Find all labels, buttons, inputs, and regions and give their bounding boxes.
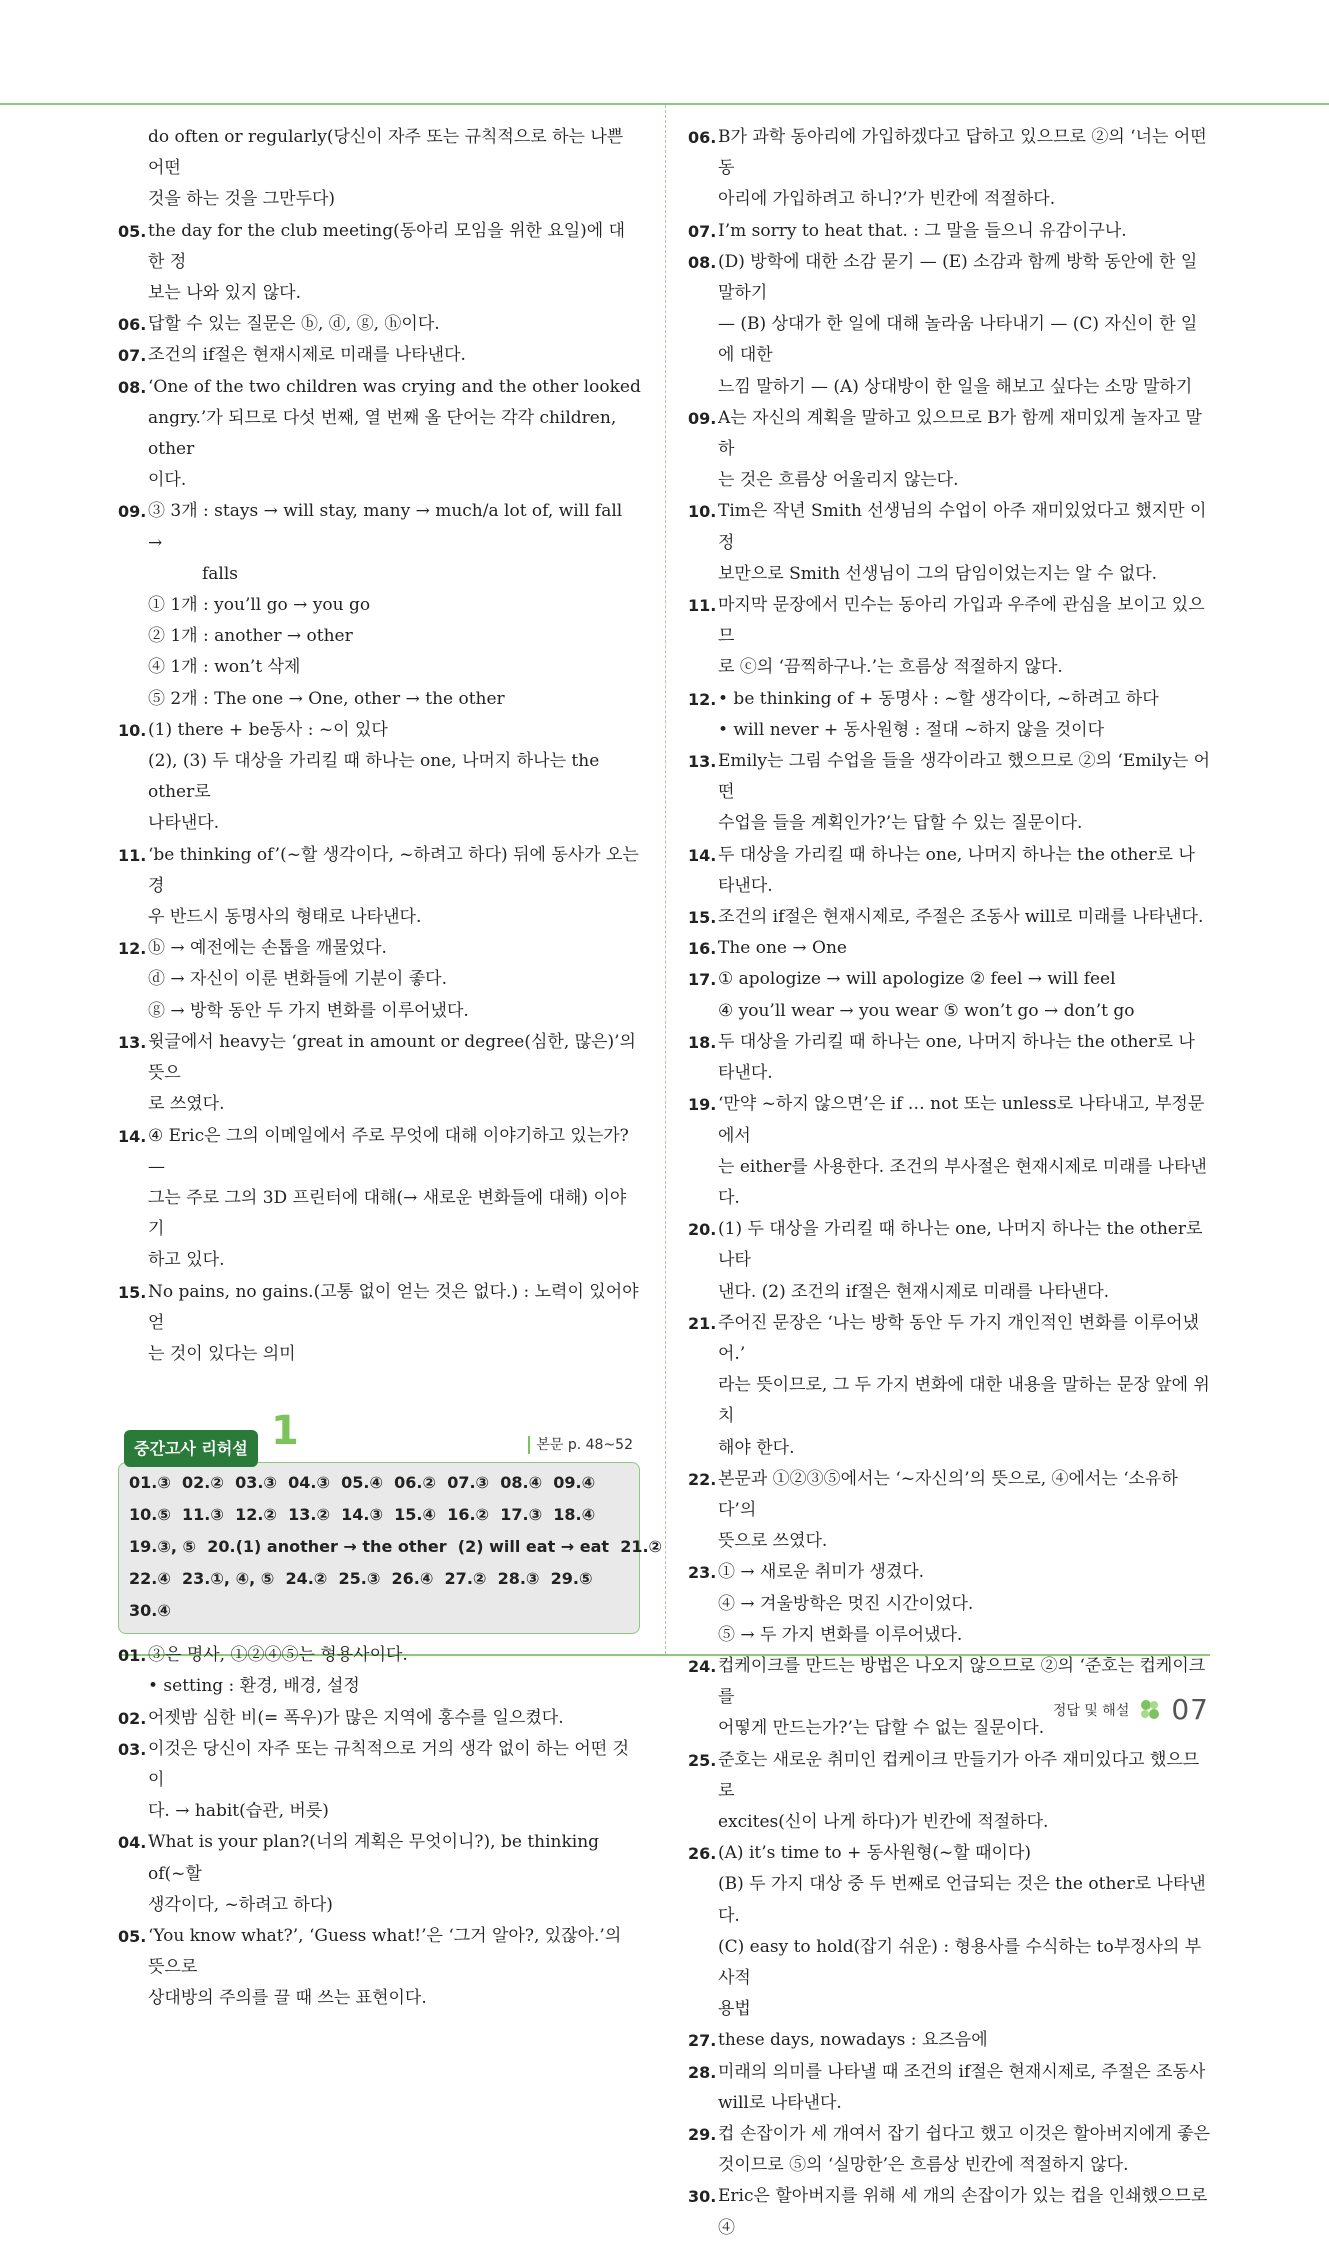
item-number: 24. (688, 1656, 717, 1676)
item-number: 10. (118, 720, 147, 740)
right-column (688, 122, 1211, 2244)
item-number: 03. (118, 1739, 147, 1759)
item-line: 아리에 가입하려고 하니?’가 빈칸에 적절하다. (718, 189, 1056, 210)
answer-item (688, 496, 1211, 590)
answer-item (688, 1745, 1211, 1839)
item-line: ⓑ → 예전에는 손톱을 깨물었다. (148, 938, 387, 959)
answer-item (688, 1089, 1211, 1214)
answer-row: 22.④ 23.①, ④, ⑤ 24.② 25.③ 26.④ 27.② 28.③ 29.⑤ (129, 1569, 593, 1589)
leaf-icon (1137, 1697, 1163, 1723)
item-line: ③ 3개 : stays → will stay, many → much/a lot of, will fall → (148, 501, 623, 553)
item-line: 준호는 새로운 취미인 컵케이크 만들기가 아주 재미있다고 했으므로 (718, 1749, 1200, 1801)
item-line: ⓓ → 자신이 이룬 변화들에 기분이 좋다. (148, 969, 447, 990)
answer-item (118, 933, 641, 1027)
item-line: 이것은 당신이 자주 또는 규칙적으로 거의 생각 없이 하는 어떤 것이 (148, 1738, 630, 1790)
item-line: 컵 손잡이가 세 개여서 잡기 쉽다고 했고 이것은 할아버지에게 좋은 (718, 2124, 1211, 2144)
answer-item (118, 840, 641, 934)
answer-item (688, 2057, 1211, 2119)
item-line: ④ you’ll wear → you wear ⑤ won’t go → don’t go (718, 1000, 1135, 1021)
item-line: • setting : 환경, 배경, 설정 (148, 1676, 360, 1697)
item-line: 는 것은 흐름상 어울리지 않는다. (718, 470, 959, 491)
answer-item (118, 496, 641, 590)
item-line: 수업을 들을 계획인가?’는 답할 수 있는 질문이다. (718, 813, 1083, 834)
item-number: 12. (118, 939, 147, 959)
item-number: 19. (688, 1095, 717, 1115)
item-number: 20. (688, 1220, 717, 1240)
item-line: B가 과학 동아리에 가입하겠다고 답하고 있으므로 ②의 ‘너는 어떤 동 (718, 127, 1207, 179)
item-line: 어젯밤 심한 비(= 폭우)가 많은 지역에 홍수를 일으켰다. (148, 1707, 564, 1728)
item-line: angry.’가 되므로 다섯 번째, 열 번째 올 단어는 각각 children, other (148, 407, 617, 460)
item-line: 생각이다, ~하려고 하다) (148, 1894, 333, 1915)
item-line: 용법 (718, 1999, 751, 2020)
item-line: these days, nowadays : 요즈음에 (718, 2030, 988, 2051)
item-line: 두 대상을 가리킬 때 하나는 one, 나머지 하나는 the other로 나타낸다. (718, 844, 1195, 896)
item-number: 17. (688, 970, 717, 990)
item-number: 16. (688, 939, 717, 959)
item-line: 어떻게 만드는가?’는 답할 수 없는 질문이다. (718, 1718, 1045, 1739)
item-number: 23. (688, 1563, 717, 1583)
answer-item (688, 1557, 1211, 1651)
answer-row: 10.⑤ 11.③ 12.② 13.② 14.③ 15.④ 16.② 17.③ 18.④ (129, 1505, 596, 1525)
midterm-header (118, 1408, 641, 1462)
page-number: 07 (1171, 1693, 1209, 1726)
answer-item (118, 590, 641, 715)
item-number: 18. (688, 1032, 717, 1052)
answer-item (688, 933, 1211, 964)
item-line: 우 반드시 동명사의 형태로 나타낸다. (148, 907, 422, 928)
item-line: (1) 두 대상을 가리킬 때 하나는 one, 나머지 하나는 the other로 나타 (718, 1219, 1203, 1271)
item-number: 14. (688, 845, 717, 865)
item-number: 02. (118, 1708, 147, 1728)
item-number: 13. (688, 752, 717, 772)
item-number: 05. (118, 1926, 147, 1946)
midterm-section (118, 1408, 663, 2014)
answer-item (688, 2181, 1211, 2243)
answer-item (688, 1214, 1211, 1308)
item-line: 하고 있다. (148, 1250, 225, 1271)
page-footer (1053, 1693, 1209, 1726)
item-line: ‘One of the two children was crying and the other looked (148, 376, 641, 397)
item-line: ⓖ → 방학 동안 두 가지 변화를 이루어냈다. (148, 1000, 469, 1021)
item-line: 다. → habit(습관, 버릇) (148, 1801, 329, 1822)
answer-row: 01.③ 02.② 03.③ 04.③ 05.④ 06.② 07.③ 08.④ 09.④ (129, 1473, 596, 1493)
answer-item (688, 1464, 1211, 1558)
item-line: falls (202, 563, 239, 584)
item-line: No pains, no gains.(고통 없이 얻는 것은 없다.) : 노력이 있어야 얻 (148, 1281, 639, 1333)
answer-item (688, 403, 1211, 497)
answer-item (688, 964, 1211, 1026)
item-line: (2), (3) 두 대상을 가리킬 때 하나는 one, 나머지 하나는 the other로 (148, 751, 600, 803)
answer-item (688, 902, 1211, 933)
answer-item (688, 247, 1211, 403)
item-line: • be thinking of + 동명사 : ~할 생각이다, ~하려고 하다 (718, 688, 1159, 709)
answer-item (118, 1734, 641, 1828)
item-number: 04. (118, 1833, 147, 1853)
item-number: 07. (688, 221, 717, 241)
item-number: 11. (688, 596, 717, 616)
answer-item (118, 340, 641, 371)
item-number: 25. (688, 1750, 717, 1770)
item-number: 06. (688, 128, 717, 147)
midterm-badge: 중간고사 리허설 (124, 1430, 258, 1467)
item-line: will로 나타낸다. (718, 2092, 842, 2113)
item-line: 것이므로 ⑤의 ‘실망한’은 흐름상 빈칸에 적절하지 않다. (718, 2155, 1129, 2176)
item-number: 28. (688, 2062, 717, 2082)
item-number: 27. (688, 2031, 717, 2051)
item-line: 뜻으로 쓰였다. (718, 1531, 828, 1552)
item-number: 10. (688, 502, 717, 522)
item-number: 15. (688, 908, 717, 928)
item-line: 보는 나와 있지 않다. (148, 283, 301, 304)
item-line: I’m sorry to heat that. : 그 말을 들으니 유감이구나. (718, 220, 1127, 241)
answer-item (118, 372, 641, 497)
item-line: (A) it’s time to + 동사원형(~할 때이다) (718, 1843, 1032, 1864)
answer-item (118, 1703, 641, 1734)
item-line: ⑤ → 두 가지 변화를 이루어냈다. (718, 1624, 963, 1645)
answer-item (688, 122, 1211, 216)
item-line: Eric은 할아버지를 위해 세 개의 손잡이가 있는 컵을 인쇄했으므로 ④ (718, 2186, 1208, 2238)
answer-item (118, 1277, 641, 1371)
answer-item (118, 715, 641, 840)
item-line: 는 either를 사용한다. 조건의 부사절은 현재시제로 미래를 나타낸다. (718, 1156, 1207, 1208)
item-number: 14. (118, 1126, 147, 1146)
item-line: 그는 주로 그의 3D 프린터에 대해(→ 새로운 변화들에 대해) 이야기 (148, 1187, 627, 1240)
item-number: 29. (688, 2125, 717, 2144)
item-line: (D) 방학에 대한 소감 묻기 — (E) 소감과 함께 방학 동안에 한 일 말하기 (718, 251, 1198, 304)
item-number: 26. (688, 1844, 717, 1864)
item-number: 22. (688, 1469, 717, 1489)
item-line: • will never + 동사원형 : 절대 ~하지 않을 것이다 (718, 719, 1105, 740)
item-line: ① apologize → will apologize ② feel → will feel (718, 969, 1116, 990)
item-line: Tim은 작년 Smith 선생님의 수업이 아주 재미있었다고 했지만 이 정 (718, 501, 1207, 553)
item-line: 윗글에서 heavy는 ‘great in amount or degree(심한, 많은)’의 뜻으 (148, 1031, 636, 1084)
answer-row: 19.③, ⑤ 20.(1) another → the other (2) will eat → eat 21.② (129, 1537, 663, 1557)
answer-item (118, 1027, 641, 1121)
answer-item (688, 684, 1211, 746)
item-number: 08. (688, 252, 717, 272)
answer-key-box (118, 1462, 663, 1634)
item-line: 조건의 if절은 현재시제로, 주절은 조동사 will로 미래를 나타낸다. (718, 907, 1204, 928)
answer-item (118, 1921, 641, 2015)
item-line: ③은 명사, ①②④⑤는 형용사이다. (148, 1645, 408, 1666)
answer-item (118, 1121, 641, 1277)
answer-item (688, 746, 1211, 840)
footer-label: 정답 및 해설 (1052, 1702, 1130, 1719)
item-number: 09. (118, 502, 147, 522)
item-line: 조건의 if절은 현재시제로 미래를 나타낸다. (148, 345, 466, 366)
item-line: 미래의 의미를 나타낼 때 조건의 if절은 현재시제로, 주절은 조동사 (718, 2061, 1206, 2082)
item-line: 는 것이 있다는 의미 (148, 1343, 296, 1364)
answer-item (118, 309, 641, 340)
item-number: 13. (118, 1032, 147, 1052)
item-line: 주어진 문장은 ‘나는 방학 동안 두 가지 개인적인 변화를 이루어냈어.’ (718, 1312, 1200, 1364)
item-line: (B) 두 가지 대상 중 두 번째로 언급되는 것은 the other로 나타낸다. (718, 1874, 1206, 1926)
item-line: ① → 새로운 취미가 생겼다. (718, 1562, 925, 1583)
item-number: 07. (118, 346, 147, 366)
answer-item (688, 840, 1211, 902)
midterm-number: 1 (271, 1408, 299, 1455)
item-line: Emily는 그림 수업을 들을 생각이라고 했으므로 ②의 ‘Emily는 어떤 (718, 751, 1211, 803)
item-line: 답할 수 있는 질문은 ⓑ, ⓓ, ⓖ, ⓗ이다. (148, 314, 440, 335)
item-number: 05. (118, 221, 147, 241)
item-line: The one → One (718, 938, 847, 959)
column-divider (665, 105, 667, 1654)
page-reference: 본문 p. 48~52 (528, 1436, 633, 1454)
item-line: 낸다. (2) 조건의 if절은 현재시제로 미래를 나타낸다. (718, 1281, 1110, 1302)
item-line: (C) easy to hold(잡기 쉬운) : 형용사를 수식하는 to부정사의 부사적 (718, 1936, 1202, 1988)
item-line: ④ Eric은 그의 이메일에서 주로 무엇에 대해 이야기하고 있는가?— (148, 1125, 629, 1177)
item-line: 이다. (148, 470, 187, 491)
item-number: 30. (688, 2187, 717, 2207)
item-line: ① 1개 : you’ll go → you go (148, 595, 371, 616)
item-line: ④ 1개 : won’t 삭제 (148, 657, 301, 678)
answer-item (118, 1827, 641, 1921)
item-line: 컵케이크를 만드는 방법은 나오지 않으므로 ②의 ‘준호는 컵케이크를 (718, 1655, 1206, 1708)
item-number: 08. (118, 377, 147, 397)
answer-item (688, 1027, 1211, 1089)
item-number: 06. (118, 315, 147, 335)
answer-item (688, 590, 1211, 684)
item-line: 나타낸다. (148, 813, 220, 834)
item-line: 라는 뜻이므로, 그 두 가지 변화에 대한 내용을 말하는 문장 앞에 위치 (718, 1375, 1210, 1427)
item-line: ‘You know what?’, ‘Guess what!’은 ‘그거 알아?, 있잖아.’의 뜻으로 (148, 1925, 622, 1978)
item-number: 01. (118, 1646, 147, 1666)
item-number: 09. (688, 408, 717, 428)
answer-item (688, 2119, 1211, 2181)
intro-line: 것을 하는 것을 그만두다) (148, 189, 336, 210)
item-line: 로 ⓒ의 ‘끔찍하구나.’는 흐름상 적절하지 않다. (718, 657, 1063, 678)
item-line: the day for the club meeting(동아리 모임을 위한 요일)에 대한 정 (148, 220, 626, 272)
midterm-explanations (118, 1640, 641, 2014)
item-line: 본문과 ①②③⑤에서는 ‘~자신의’의 뜻으로, ④에서는 ‘소유하다’의 (718, 1468, 1178, 1520)
item-line: (1) there + be동사 : ~이 있다 (148, 719, 388, 740)
answer-item (688, 216, 1211, 247)
left-answer-list (118, 216, 641, 1371)
item-line: 해야 한다. (718, 1437, 795, 1458)
answer-item (688, 1838, 1211, 2025)
item-line: 보만으로 Smith 선생님이 그의 담임이었는지는 알 수 없다. (718, 563, 1158, 584)
left-column (118, 122, 663, 2015)
item-line: 마지막 문장에서 민수는 동아리 가입과 우주에 관심을 보이고 있으므 (718, 595, 1205, 647)
item-line: ‘be thinking of’(~할 생각이다, ~하려고 하다) 뒤에 동사가 오는 경 (148, 844, 639, 896)
item-line: ② 1개 : another → other (148, 626, 353, 647)
item-number: 12. (688, 689, 717, 709)
item-line: — (B) 상대가 한 일에 대해 놀라움 나타내기 — (C) 자신이 한 일에 대한 (718, 314, 1198, 366)
item-line: 상대방의 주의를 끌 때 쓰는 표현이다. (148, 1988, 427, 2009)
item-number: 21. (688, 1313, 717, 1333)
item-line: 느낌 말하기 — (A) 상대방이 한 일을 해보고 싶다는 소망 말하기 (718, 376, 1193, 397)
answer-item (688, 1308, 1211, 1464)
item-line: ⑤ 2개 : The one → One, other → the other (148, 688, 505, 709)
item-line: What is your plan?(너의 계획은 무엇이니?), be thinking of(~할 (148, 1832, 600, 1884)
right-answer-list (688, 122, 1211, 2244)
item-line: 로 쓰였다. (148, 1094, 225, 1115)
item-line: ‘만약 ~하지 않으면’은 if … not 또는 unless로 나타내고, 부정문에서 (718, 1094, 1205, 1146)
item-number: 11. (118, 845, 147, 865)
item-line: A는 자신의 계획을 말하고 있으므로 B가 함께 재미있게 놀자고 말하 (718, 407, 1202, 460)
item-line: ④ → 겨울방학은 멋진 시간이었다. (718, 1593, 974, 1614)
answer-item (118, 216, 641, 310)
intro-line: do often or regularly(당신이 자주 또는 규칙적으로 하는 나쁜 어떤 (148, 127, 624, 179)
answer-row: 30.④ (129, 1601, 171, 1621)
item-line: excites(신이 나게 하다)가 빈칸에 적절하다. (718, 1811, 1049, 1832)
answer-item (688, 2025, 1211, 2056)
item-line: 두 대상을 가리킬 때 하나는 one, 나머지 하나는 the other로 나타낸다. (718, 1031, 1195, 1084)
intro-text (118, 122, 641, 216)
item-number: 15. (118, 1282, 147, 1302)
answer-item (118, 1640, 641, 1702)
